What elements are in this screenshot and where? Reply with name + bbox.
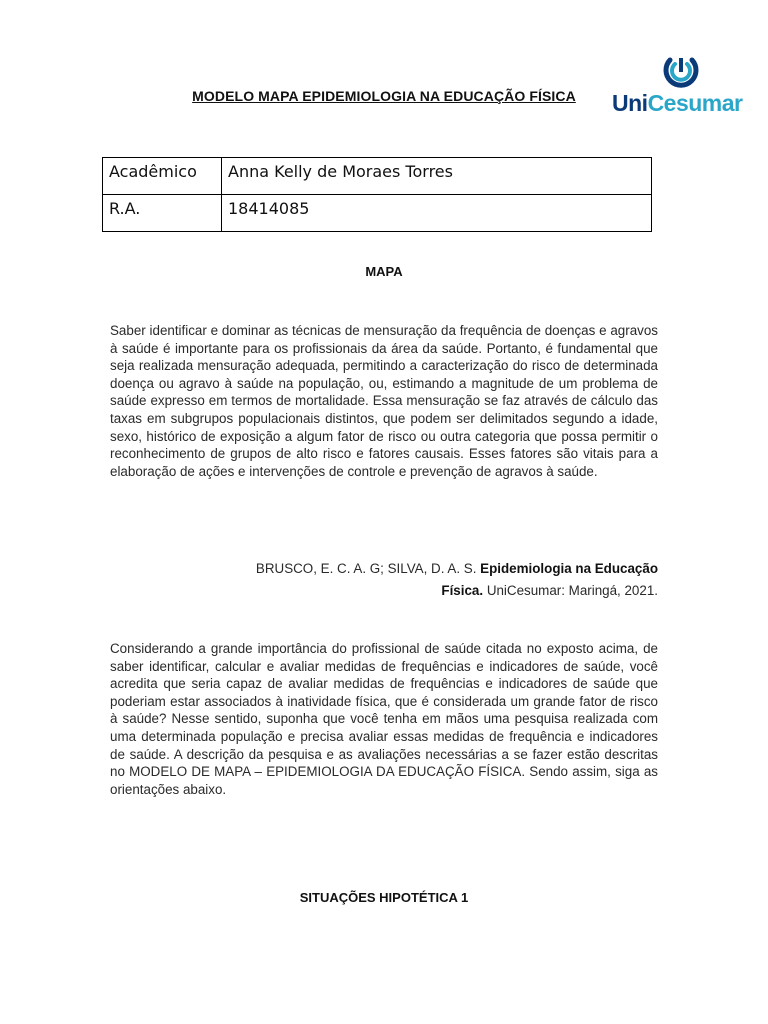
- ra-value: 18414085: [222, 195, 652, 232]
- document-title: MODELO MAPA EPIDEMIOLOGIA NA EDUCAÇÃO FÍSICA: [192, 88, 576, 104]
- context-paragraph: Considerando a grande importância do profissional de saúde citada no exposto acima, de saber identificar, calcular e avaliar medidas de frequências e indicadores de saúde, você acredita que seria capaz de avaliar medidas de frequências e indicadores de saúde que poderiam estar associados à inatividade física, que é considerada um grande fator de risco à saúde? Nesse sentido, suponha que você tenha em mãos uma pesquisa realizada com uma determinada população e precisa avaliar essas medidas de frequência e indicadores de saúde. A descrição da pesquisa e as avaliações necessárias a se fazer estão descritas no MODELO DE MAPA – EPIDEMIOLOGIA DA EDUCAÇÃO FÍSICA. Sendo assim, siga as orientações abaixo.: [110, 641, 658, 797]
- logo-wordmark: UniCesumar: [612, 90, 743, 116]
- citation-publisher: UniCesumar: Maringá, 2021.: [483, 583, 658, 598]
- situacao-heading: SITUAÇÕES HIPOTÉTICA 1: [299, 890, 469, 905]
- ra-label: R.A.: [103, 195, 222, 232]
- academico-value: Anna Kelly de Moraes Torres: [222, 158, 652, 195]
- unicesumar-logo: [612, 56, 743, 118]
- intro-paragraph: Saber identificar e dominar as técnicas de mensuração da frequência de doenças e agravos à saúde é importante para os profissionais da área da saúde. Portanto, é fundamental que seja realizada mensuração adequada, permitindo a caracterização do risco de determinada doença ou agravo à saúde na população, ou, estimando a magnitude de um problema de saúde expresso em termos de mortalidade. Essa mensuração se faz através de cálculo das taxas em subgrupos populacionais distintos, que podem ser delimitados segundo a idade, sexo, histórico de exposição a algum fator de risco ou outra categoria que possa permitir o reconhecimento de grupos de alto risco e fatores causais. Esses fatores são vitais para a elaboração de ações e intervenções de controle e prevenção de agravos à saúde.: [110, 323, 658, 479]
- student-info-table: [102, 157, 652, 232]
- mapa-heading: MAPA: [365, 264, 403, 279]
- table-row: [103, 195, 652, 232]
- table-row: [103, 158, 652, 195]
- citation-title-line1: Epidemiologia na Educação: [480, 561, 658, 576]
- logo-emblem-icon: [612, 56, 732, 92]
- citation-title-line2: Física.: [441, 583, 484, 598]
- citation-authors: BRUSCO, E. C. A. G; SILVA, D. A. S.: [255, 561, 481, 576]
- academico-label: Acadêmico: [103, 158, 222, 195]
- citation: [110, 558, 658, 602]
